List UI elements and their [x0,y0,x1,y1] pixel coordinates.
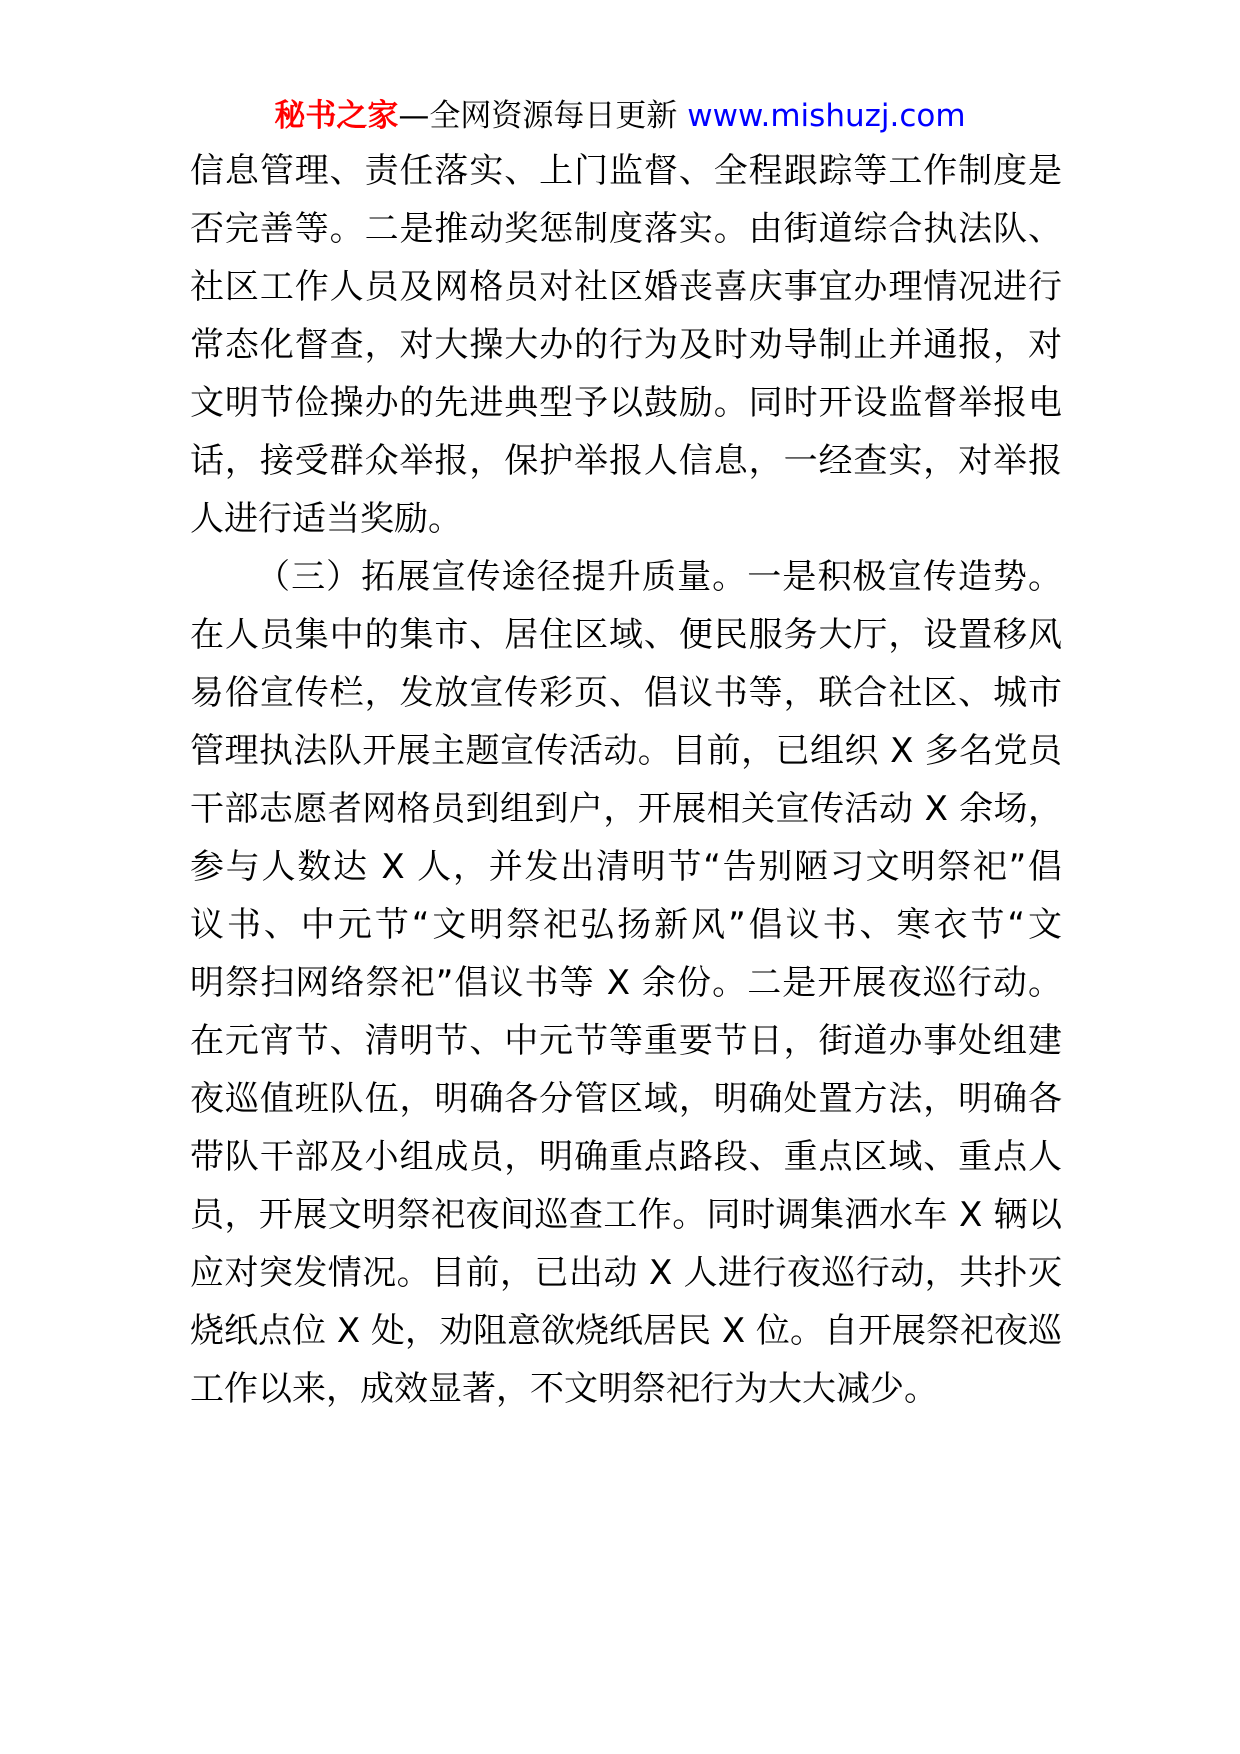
text-line: 烧纸点位 X 处，劝阻意欲烧纸居民 X 位。自开展祭祀夜巡 [190,1311,1062,1351]
text-line: 易俗宣传栏，发放宣传彩页、倡议书等，联合社区、城市 [190,673,1062,713]
text-line: 在人员集中的集市、居住区域、便民服务大厅，设置移风 [190,615,1062,655]
text-line: 信息管理、责任落实、上门监督、全程跟踪等工作制度是 [190,151,1062,191]
brand-name: 秘书之家 [274,98,399,134]
text-line: 干部志愿者网格员到组到户，开展相关宣传活动 X 余场， [190,789,1062,829]
text-line: 员，开展文明祭祀夜间巡查工作。同时调集洒水车 X 辆以 [190,1195,1062,1235]
text-line: 常态化督查，对大操大办的行为及时劝导制止并通报，对 [190,325,1062,365]
text-line: 否完善等。二是推动奖惩制度落实。由街道综合执法队、 [190,209,1062,249]
text-line: 社区工作人员及网格员对社区婚丧喜庆事宜办理情况进行 [190,267,1062,307]
text-line: 文明节俭操办的先进典型予以鼓励。同时开设监督举报电 [190,383,1062,423]
text-line: 工作以来，成效显著，不文明祭祀行为大大减少。 [190,1369,938,1409]
text-line: 在元宵节、清明节、中元节等重要节日，街道办事处组建 [190,1021,1062,1061]
text-line: 明祭扫网络祭祀”倡议书等 X 余份。二是开展夜巡行动。 [190,963,1062,1003]
text-line: 带队干部及小组成员，明确重点路段、重点区域、重点人 [190,1137,1062,1177]
text-line: 夜巡值班队伍，明确各分管区域，明确处置方法，明确各 [190,1079,1062,1119]
text-line: 人进行适当奖励。 [190,499,462,539]
header-tagline: —全网资源每日更新 [398,98,678,134]
text-line: 话，接受群众举报，保护举报人信息，一经查实，对举报 [190,441,1062,481]
text-line: 参与人数达 X 人，并发出清明节“告别陋习文明祭祀”倡 [190,847,1062,887]
text-line: 管理执法队开展主题宣传活动。目前，已组织 X 多名党员 [190,731,1062,771]
site-header [0,96,1240,136]
section-heading-line: （三）拓展宣传途径提升质量。一是积极宣传造势。 [256,557,1062,597]
text-line: 应对突发情况。目前，已出动 X 人进行夜巡行动，共扑灭 [190,1253,1062,1293]
site-url-link[interactable]: www.mishuzj.com [687,98,966,134]
text-line: 议书、中元节“文明祭祀弘扬新风”倡议书、寒衣节“文 [190,905,1062,945]
